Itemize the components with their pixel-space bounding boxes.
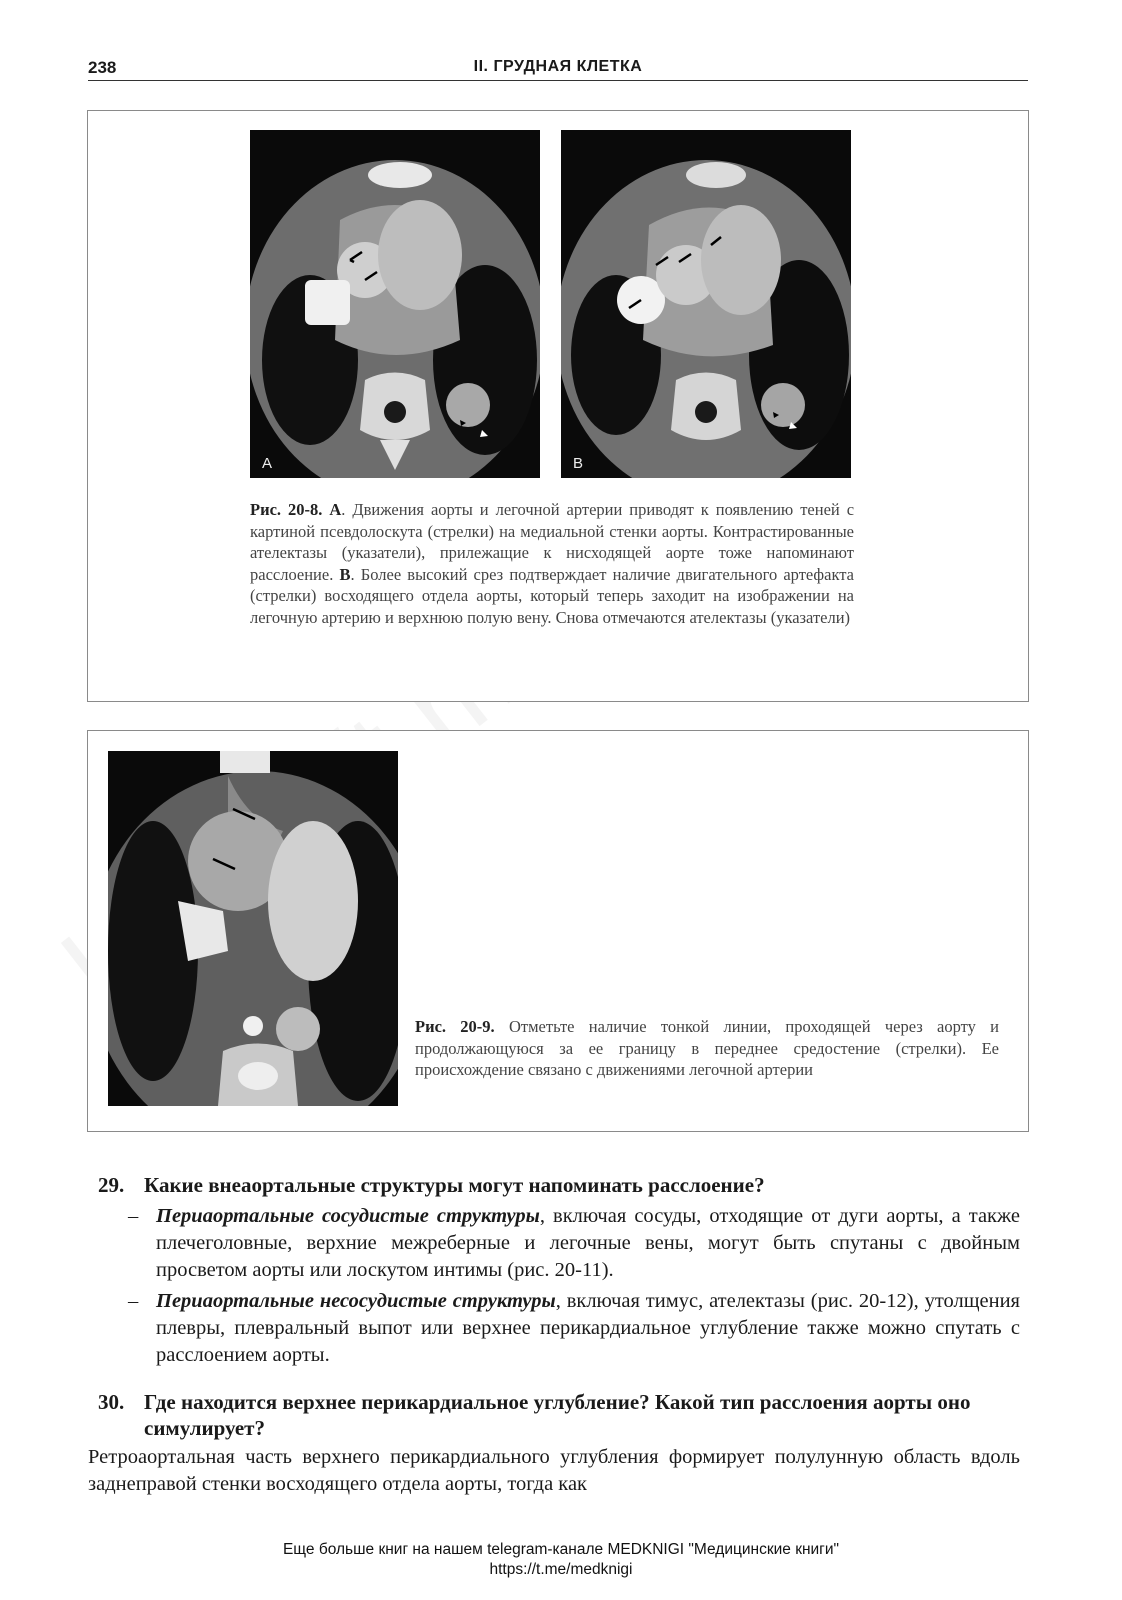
page-number: 238 xyxy=(88,58,117,77)
caption-label: Рис. 20-9. xyxy=(415,1017,495,1036)
caption-text-b: . Более высокий срез подтверждает наличие двигательного артефакта (стрелки) восходящего отдела аорты, который теперь заходит на изображении на легочную артерию и верхнюю полую вену. Снова отмечаются ателектазы (указатели) xyxy=(250,564,854,627)
question-29 xyxy=(98,1172,1018,1198)
figure-20-8 xyxy=(87,110,1029,702)
list-item xyxy=(128,1288,1020,1369)
question-text: Какие внеаортальные структуры могут напоминать расслоение? xyxy=(144,1173,765,1197)
question-text: Где находится верхнее перикардиальное углубление? Какой тип расслоения аорты оно симулирует? xyxy=(144,1390,971,1440)
question-30 xyxy=(98,1389,1064,1441)
answer-paragraph: Ретроаортальная часть верхнего перикардиального углубления формирует полулунную область вдоль заднеправой стенки восходящего отдела аорты, тогда как xyxy=(88,1446,1020,1495)
question-number: 29. xyxy=(98,1173,125,1197)
item-text: , включая тимус, ателектазы (рис. 20-12), утолщения плевры, плевральный выпот или верхнее перикардиальное углубление также можно спутать с расслоением аорты. xyxy=(156,1290,1020,1366)
list-dash: – xyxy=(128,1290,139,1312)
caption-text-a: . Движения аорты и легочной артерии приводят к появлению теней с картиной псевдолоскута (стрелки) на медиальной стенки аорты. Контрастированные ателектазы (указатели), прилежащие к нисходящей аорте тоже напоминают расслоение. xyxy=(250,500,855,584)
caption-label: Рис. 20-8. xyxy=(250,500,323,519)
question-number: 30. xyxy=(98,1390,125,1414)
panel-label-a: A xyxy=(262,455,273,472)
header-rule xyxy=(88,80,1028,81)
page-header xyxy=(88,58,1028,84)
footer-line-1: Еще больше книг на нашем telegram-канале MEDKNIGI "Медицинские книги" xyxy=(282,1541,840,1558)
ct-image xyxy=(108,751,398,1106)
ct-image-panel-a xyxy=(250,130,540,478)
running-title: II. ГРУДНАЯ КЛЕТКА xyxy=(473,58,643,75)
list-dash: – xyxy=(128,1205,139,1227)
figure-20-9-caption xyxy=(415,1016,999,1081)
caption-marker-b: В xyxy=(339,564,351,584)
ct-image-panel-b xyxy=(561,130,851,478)
panel-label-b: B xyxy=(573,455,584,472)
footer-link[interactable]: https://t.me/medknigi xyxy=(489,1561,633,1578)
list-item xyxy=(128,1203,1020,1284)
caption-text: Отметьте наличие тонкой линии, проходящей через аорту и продолжающуюся за ее границу в переднее средостение (стрелки). Ее происхождение связано с движениями легочной артерии xyxy=(415,1017,999,1079)
page-footer xyxy=(0,1540,1122,1580)
figure-20-8-caption xyxy=(250,499,854,628)
caption-marker-a: А xyxy=(329,500,342,519)
item-text: , включая сосуды, отходящие от дуги аорты, а также плечеголовные, верхние межреберные и легочные вены, могут быть спутаны с двойным просветом аорты или лоскутом интимы (рис. 20-11). xyxy=(156,1205,1020,1281)
item-lead: Периаортальные несосудистые структуры xyxy=(156,1290,556,1312)
item-lead: Периаортальные сосудистые структуры xyxy=(156,1205,540,1227)
figure-20-9 xyxy=(87,730,1029,1132)
